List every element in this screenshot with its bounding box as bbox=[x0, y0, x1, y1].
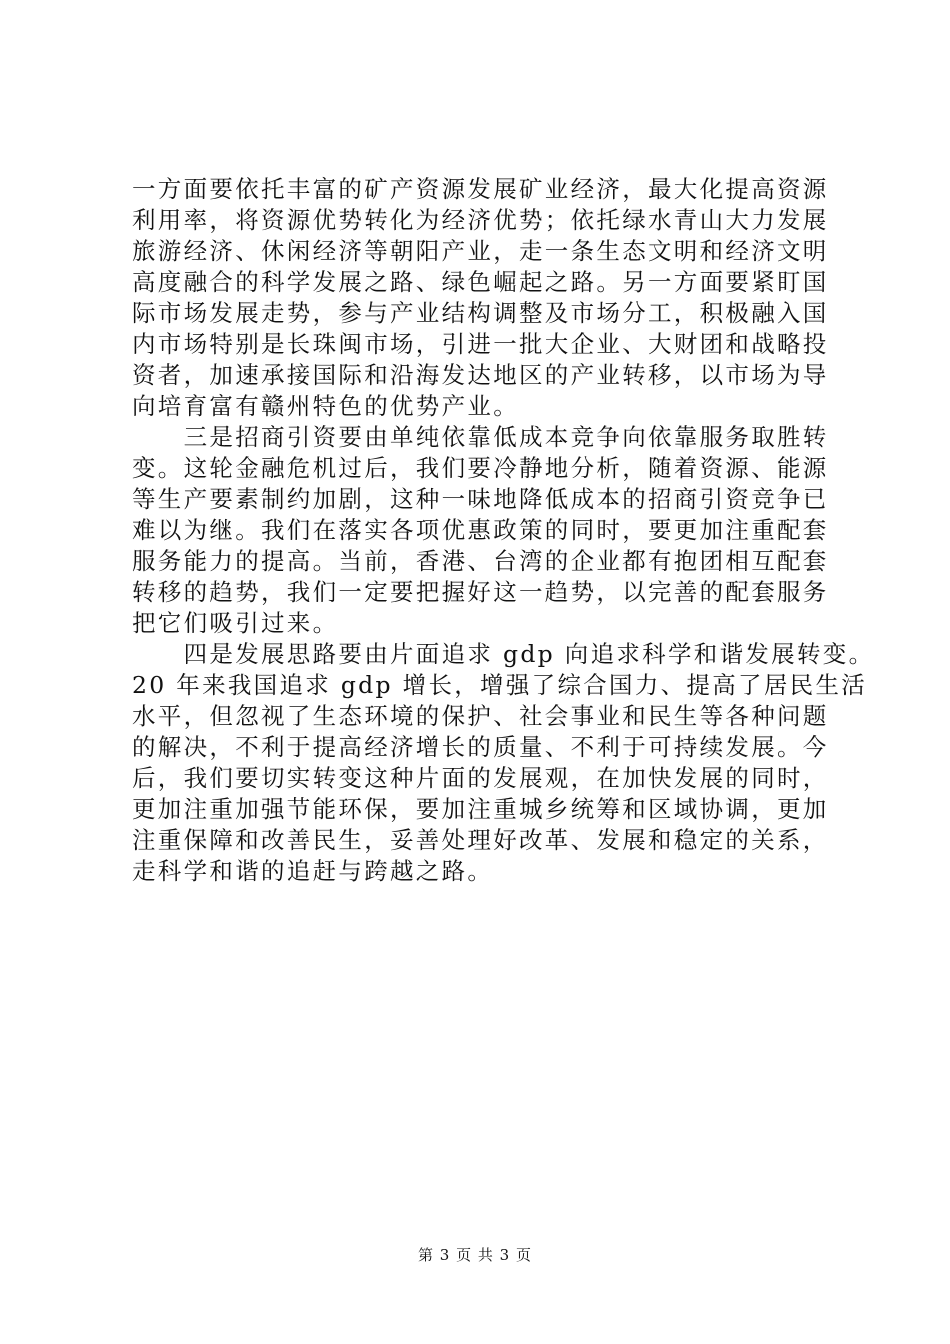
text-line: 变。这轮金融危机过后，我们要冷静地分析，随着资源、能源 bbox=[132, 454, 829, 482]
text-line: 内市场特别是长珠闽市场，引进一批大企业、大财团和战略投 bbox=[132, 330, 829, 358]
page-number-footer: 第 3 页 共 3 页 bbox=[418, 1246, 532, 1264]
text-line: 20 年来我国追求 gdp 增长，增强了综合国力、提高了居民生活 bbox=[132, 671, 868, 699]
text-line: 水平，但忽视了生态环境的保护、社会事业和民生等各种问题 bbox=[132, 702, 829, 730]
text-line: 一方面要依托丰富的矿产资源发展矿业经济，最大化提高资源 bbox=[132, 175, 829, 203]
text-line: 的解决，不利于提高经济增长的质量、不利于可持续发展。今 bbox=[132, 733, 829, 761]
body-text bbox=[132, 174, 875, 887]
text-line: 际市场发展走势，参与产业结构调整及市场分工，积极融入国 bbox=[132, 299, 829, 327]
text-line: 转移的趋势，我们一定要把握好这一趋势，以完善的配套服务 bbox=[132, 578, 829, 606]
text-line: 利用率，将资源优势转化为经济优势；依托绿水青山大力发展 bbox=[132, 206, 829, 234]
text-line: 更加注重加强节能环保，要加注重城乡统筹和区域协调，更加 bbox=[132, 795, 829, 823]
paragraph-4-line: 四是发展思路要由片面追求 gdp 向追求科学和谐发展转变。 bbox=[132, 640, 875, 668]
text-line: 向培育富有赣州特色的优势产业。 bbox=[132, 392, 519, 420]
text-line: 后，我们要切实转变这种片面的发展观，在加快发展的同时， bbox=[132, 764, 829, 792]
text-line: 走科学和谐的追赶与跨越之路。 bbox=[132, 857, 494, 885]
text-line: 高度融合的科学发展之路、绿色崛起之路。另一方面要紧盯国 bbox=[132, 268, 829, 296]
text-line: 难以为继。我们在落实各项优惠政策的同时，要更加注重配套 bbox=[132, 516, 829, 544]
text-line: 资者，加速承接国际和沿海发达地区的产业转移，以市场为导 bbox=[132, 361, 829, 389]
text-line: 注重保障和改善民生，妥善处理好改革、发展和稳定的关系， bbox=[132, 826, 829, 854]
text-line: 服务能力的提高。当前，香港、台湾的企业都有抱团相互配套 bbox=[132, 547, 829, 575]
text-line: 等生产要素制约加剧，这种一味地降低成本的招商引资竞争已 bbox=[132, 485, 829, 513]
paragraph-3-line: 三是招商引资要由单纯依靠低成本竞争向依靠服务取胜转 bbox=[132, 423, 829, 451]
text-line: 旅游经济、休闲经济等朝阳产业，走一条生态文明和经济文明 bbox=[132, 237, 829, 265]
text-line: 把它们吸引过来。 bbox=[132, 609, 339, 637]
